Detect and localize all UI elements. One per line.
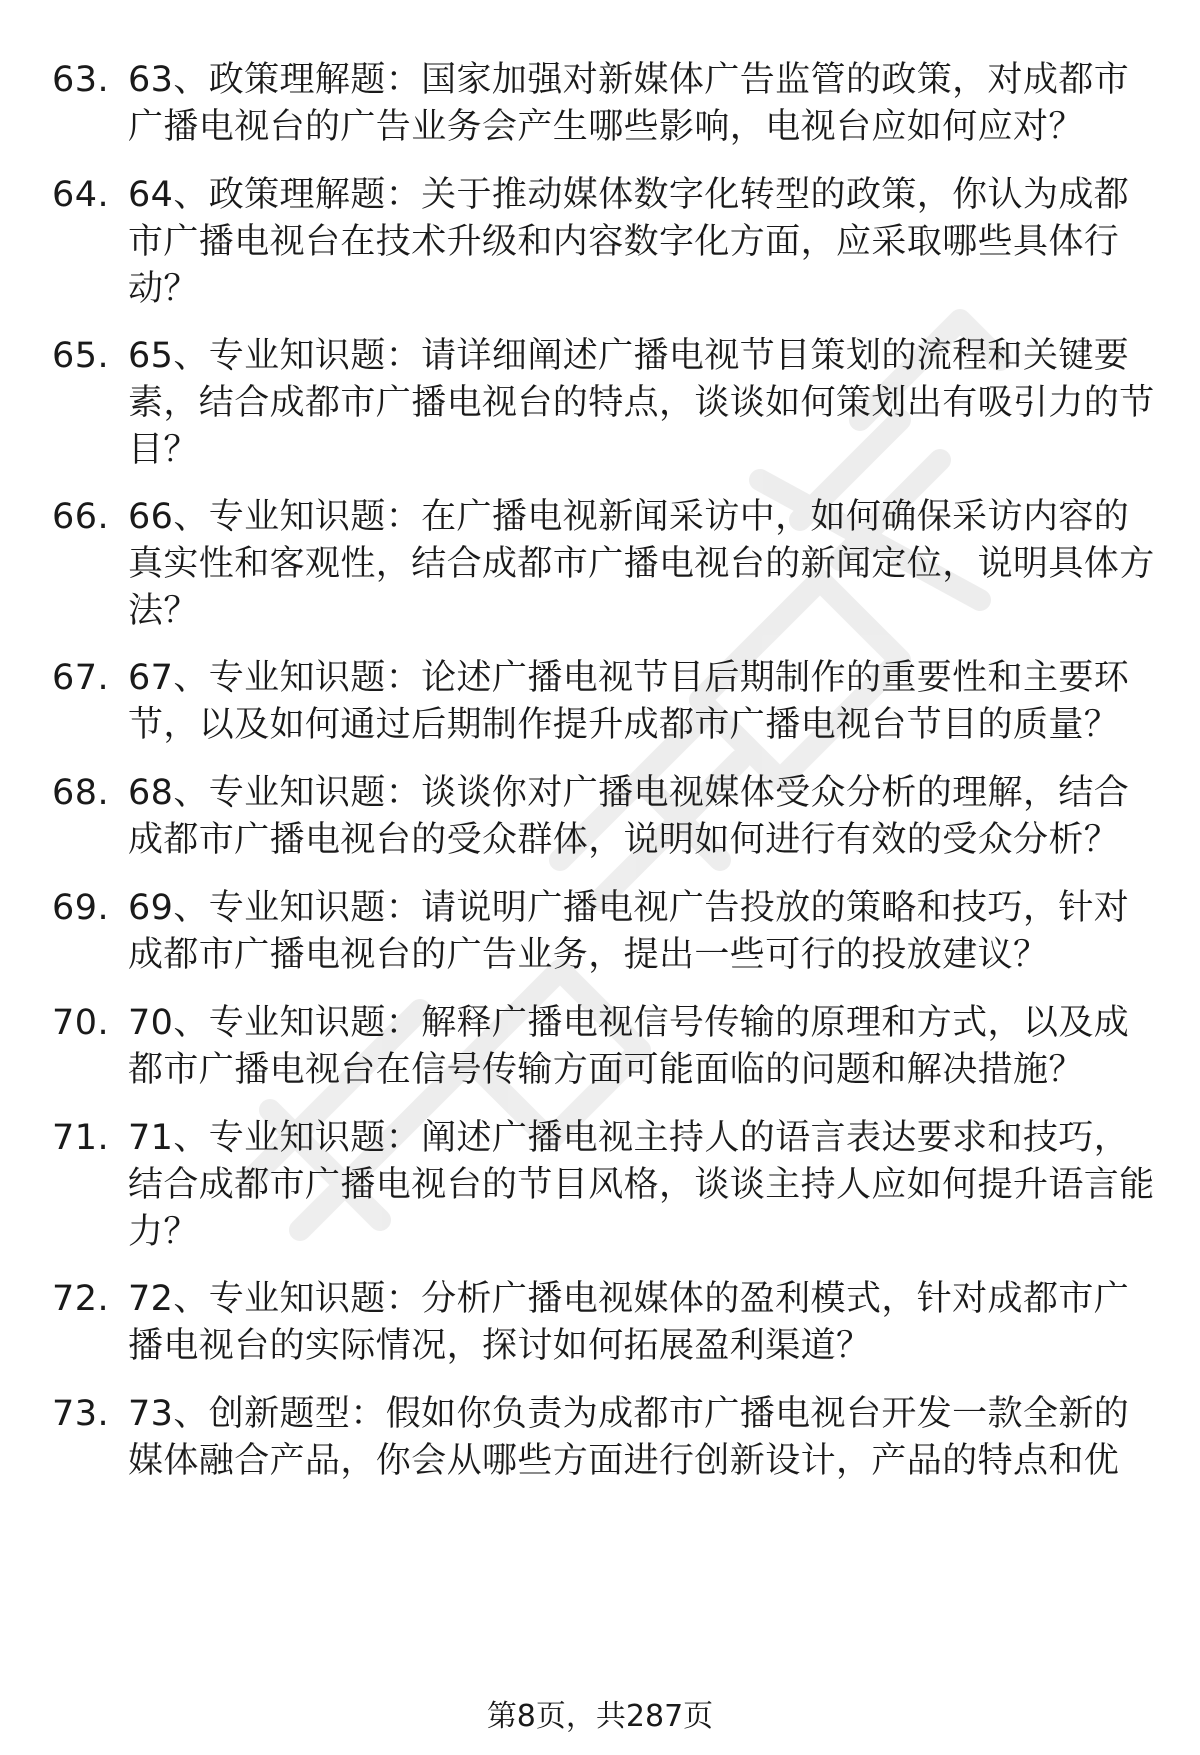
question-number: 67. [52, 658, 110, 698]
question-number: 70. [52, 1003, 110, 1043]
question-number: 73. [52, 1394, 110, 1434]
question-text: 69、专业知识题：请说明广播电视广告投放的策略和技巧，针对成都市广播电视台的广告业务，提出一些可行的投放建议？ [128, 888, 1130, 975]
question-text: 70、专业知识题：解释广播电视信号传输的原理和方式，以及成都市广播电视台在信号传输方面可能面临的问题和解决措施？ [128, 1003, 1130, 1090]
question-text: 64、政策理解题：关于推动媒体数字化转型的政策，你认为成都市广播电视台在技术升级和内容数字化方面，应采取哪些具体行动？ [128, 175, 1130, 309]
question-text: 71、专业知识题：阐述广播电视主持人的语言表达要求和技巧，结合成都市广播电视台的节目风格，谈谈主持人应如何提升语言能力？ [128, 1118, 1155, 1252]
question-text: 66、专业知识题：在广播电视新闻采访中，如何确保采访内容的真实性和客观性，结合成都市广播电视台的新闻定位，说明具体方法？ [128, 497, 1155, 631]
question-number: 69. [52, 888, 110, 928]
question-text: 63、政策理解题：国家加强对新媒体广告监管的政策，对成都市广播电视台的广告业务会产生哪些影响，电视台应如何应对？ [128, 60, 1130, 147]
question-number: 64. [52, 175, 110, 215]
question-number: 66. [52, 497, 110, 537]
question-text: 67、专业知识题：论述广播电视节目后期制作的重要性和主要环节，以及如何通过后期制作提升成都市广播电视台节目的质量？ [128, 658, 1130, 745]
page-number: 第8页，共287页 [486, 1699, 714, 1734]
question-number: 72. [52, 1279, 110, 1319]
question-number: 68. [52, 773, 110, 813]
question-text: 68、专业知识题：谈谈你对广播电视媒体受众分析的理解，结合成都市广播电视台的受众群体，说明如何进行有效的受众分析？ [128, 773, 1130, 860]
question-number: 65. [52, 336, 110, 376]
question-text: 73、创新题型：假如你负责为成都市广播电视台开发一款全新的媒体融合产品，你会从哪些方面进行创新设计，产品的特点和优 [128, 1394, 1130, 1481]
question-number: 63. [52, 60, 110, 100]
question-text: 72、专业知识题：分析广播电视媒体的盈利模式，针对成都市广播电视台的实际情况，探讨如何拓展盈利渠道？ [128, 1279, 1130, 1366]
question-text: 65、专业知识题：请详细阐述广播电视节目策划的流程和关键要素，结合成都市广播电视台的特点，谈谈如何策划出有吸引力的节目？ [128, 336, 1155, 470]
question-number: 71. [52, 1118, 110, 1158]
